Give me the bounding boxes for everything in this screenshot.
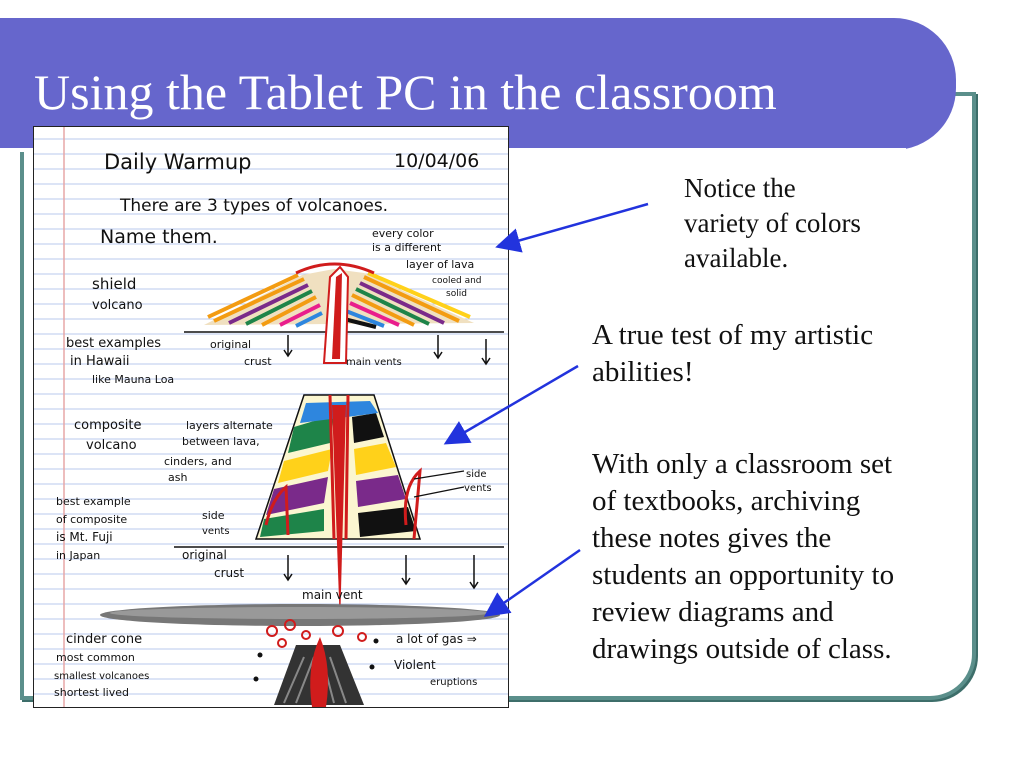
cinder-line-3: smallest volcanoes: [54, 671, 150, 682]
composite-layers-3: cinders, and: [164, 455, 232, 468]
shield-color-note-2: is a different: [372, 241, 442, 254]
artistic-callout-line: A true test of my artistic: [592, 319, 874, 351]
shield-color-note-5: solid: [446, 289, 467, 299]
notes-prompt-2: Name them.: [100, 226, 218, 248]
shield-vents: main vents: [346, 357, 402, 368]
archive-callout-line: With only a classroom set: [592, 448, 893, 480]
slide-title: Using the Tablet PC in the classroom: [34, 64, 777, 120]
cinder-line-4: shortest lived: [54, 686, 129, 699]
shield-color-note-4: cooled and: [432, 276, 482, 286]
colors-callout-line: available.: [684, 243, 789, 273]
archive-callout-line: these notes gives the: [592, 522, 832, 554]
composite-main-vent: main vent: [302, 588, 363, 602]
shield-name-1: shield: [92, 275, 137, 293]
composite-layers-1: layers alternate: [186, 419, 273, 432]
composite-side-left-2: vents: [202, 526, 230, 537]
composite-crust-1: original: [182, 548, 227, 562]
artistic-arrow: [448, 366, 578, 442]
archive-arrow: [488, 550, 580, 614]
composite-side-right-1: side: [466, 469, 487, 480]
composite-layers-4: ash: [168, 471, 188, 484]
composite-crust-2: crust: [214, 566, 245, 580]
composite-layers-2: between lava,: [182, 435, 260, 448]
shield-example-3: like Mauna Loa: [92, 373, 175, 386]
shield-example-2: in Hawaii: [70, 354, 130, 369]
shield-example-1: best examples: [66, 336, 161, 351]
archive-callout-line: students an opportunity to: [592, 559, 895, 591]
composite-example-1: best example: [56, 495, 131, 508]
shield-color-note-3: layer of lava: [406, 258, 475, 271]
colors-callout-line: variety of colors: [684, 208, 861, 238]
cinder-violent-2: eruptions: [430, 677, 478, 688]
composite-example-2: of composite: [56, 513, 128, 526]
shield-color-note-1: every color: [372, 227, 434, 240]
notes-prompt-1: There are 3 types of volcanoes.: [120, 196, 389, 216]
cinder-line-2: most common: [56, 651, 135, 664]
archive-callout-line: of textbooks, archiving: [592, 485, 861, 517]
shield-crust-1: original: [210, 338, 252, 351]
cinder-gas: a lot of gas ⇒: [396, 632, 477, 646]
notes-heading: Daily Warmup: [104, 150, 252, 174]
notes-date: 10/04/06: [394, 150, 480, 172]
cinder-line-1: cinder cone: [66, 632, 143, 647]
composite-side-right-2: vents: [464, 483, 492, 494]
colors-arrow: [500, 204, 648, 246]
composite-side-left-1: side: [202, 509, 225, 522]
cinder-violent-1: Violent: [394, 658, 436, 672]
composite-name-1: composite: [74, 418, 142, 433]
colors-callout-line: Notice the: [684, 173, 796, 203]
shield-crust-2: crust: [244, 355, 272, 368]
archive-callout-line: drawings outside of class.: [592, 633, 892, 665]
composite-example-4: in Japan: [56, 549, 101, 562]
archive-callout-line: review diagrams and: [592, 596, 834, 628]
artistic-callout-line: abilities!: [592, 356, 694, 388]
composite-name-2: volcano: [86, 438, 137, 453]
shield-name-2: volcano: [92, 298, 143, 313]
composite-example-3: is Mt. Fuji: [56, 530, 113, 544]
